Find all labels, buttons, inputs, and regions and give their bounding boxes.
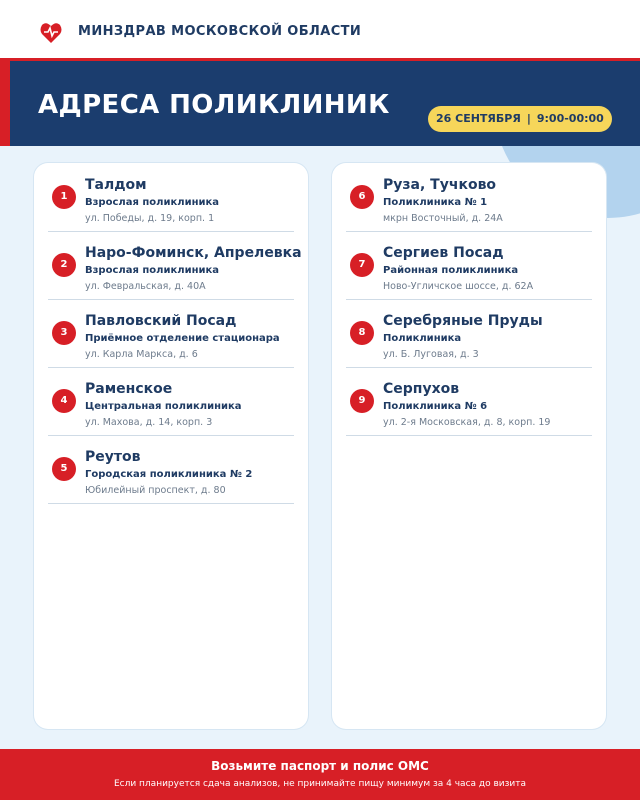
- event-time: 9:00-00:00: [536, 112, 604, 125]
- clinic-name: Центральная поликлиника: [85, 401, 242, 412]
- clinic-number-badge: 1: [52, 185, 76, 209]
- clinic-number-badge: 5: [52, 457, 76, 481]
- clinic-city: Наро-Фоминск, Апрелевка: [85, 245, 302, 261]
- clinic-number-badge: 6: [350, 185, 374, 209]
- clinic-address: мкрн Восточный, д. 24А: [383, 213, 503, 224]
- clinic-item: [346, 163, 592, 232]
- clinic-address: Ново-Угличское шоссе, д. 62А: [383, 281, 534, 292]
- clinic-name: Городская поликлиника № 2: [85, 469, 253, 480]
- clinic-name: Взрослая поликлиника: [85, 265, 220, 276]
- clinic-list-left: [34, 163, 308, 729]
- clinic-city: Серебряные Пруды: [383, 313, 543, 329]
- clinic-number-badge: 2: [52, 253, 76, 277]
- clinic-name: Районная поликлиника: [383, 265, 519, 276]
- org-name: МИНЗДРАВ МОСКОВСКОЙ ОБЛАСТИ: [78, 24, 362, 39]
- clinic-city: Серпухов: [383, 381, 460, 397]
- clinic-address: Юбилейный проспект, д. 80: [85, 485, 226, 496]
- event-date: 26 СЕНТЯБРЯ: [436, 112, 521, 125]
- top-bar: [0, 0, 640, 58]
- clinic-number-badge: 3: [52, 321, 76, 345]
- clinic-name: Поликлиника № 1: [383, 197, 488, 208]
- clinic-item: [48, 299, 294, 368]
- clinic-name: Поликлиника: [383, 333, 462, 344]
- clinic-address: ул. 2-я Московская, д. 8, корп. 19: [383, 417, 551, 428]
- clinic-number-badge: 8: [350, 321, 374, 345]
- clinic-list-right: [332, 163, 606, 729]
- clinic-city: Талдом: [85, 177, 147, 193]
- clinic-address: ул. Февральская, д. 40А: [85, 281, 206, 292]
- clinic-item: [48, 231, 302, 300]
- clinic-city: Павловский Посад: [85, 313, 237, 329]
- clinic-address: ул. Победы, д. 19, корп. 1: [85, 213, 215, 224]
- clinic-address: ул. Б. Луговая, д. 3: [383, 349, 479, 360]
- separator: |: [526, 112, 531, 125]
- clinic-city: Сергиев Посад: [383, 245, 504, 261]
- clinic-address: ул. Махова, д. 14, корп. 3: [85, 417, 213, 428]
- clinic-name: Поликлиника № 6: [383, 401, 488, 412]
- clinic-city: Руза, Тучково: [383, 177, 497, 193]
- clinic-item: [346, 299, 592, 368]
- clinic-number-badge: 4: [52, 389, 76, 413]
- clinic-item: [48, 435, 294, 504]
- clinic-number-badge: 9: [350, 389, 374, 413]
- clinic-number-badge: 7: [350, 253, 374, 277]
- clinic-city: Реутов: [85, 449, 141, 465]
- footer-main-text: Возьмите паспорт и полис ОМС: [211, 759, 429, 773]
- date-time-badge: [428, 106, 612, 132]
- heart-pulse-icon: [40, 20, 62, 44]
- clinic-address: ул. Карла Маркса, д. 6: [85, 349, 198, 360]
- clinic-city: Раменское: [85, 381, 173, 397]
- clinic-name: Приёмное отделение стационара: [85, 333, 280, 344]
- clinic-item: [48, 367, 294, 436]
- clinic-item: [48, 163, 294, 232]
- page-title: АДРЕСА ПОЛИКЛИНИК: [38, 90, 390, 120]
- footer-note-text: Если планируется сдача анализов, не принимайте пищу минимум за 4 часа до визита: [113, 779, 527, 789]
- clinic-item: [346, 367, 592, 436]
- title-banner: [0, 58, 640, 146]
- clinic-name: Взрослая поликлиника: [85, 197, 220, 208]
- clinic-item: [346, 231, 592, 300]
- footer-notice: [0, 749, 640, 800]
